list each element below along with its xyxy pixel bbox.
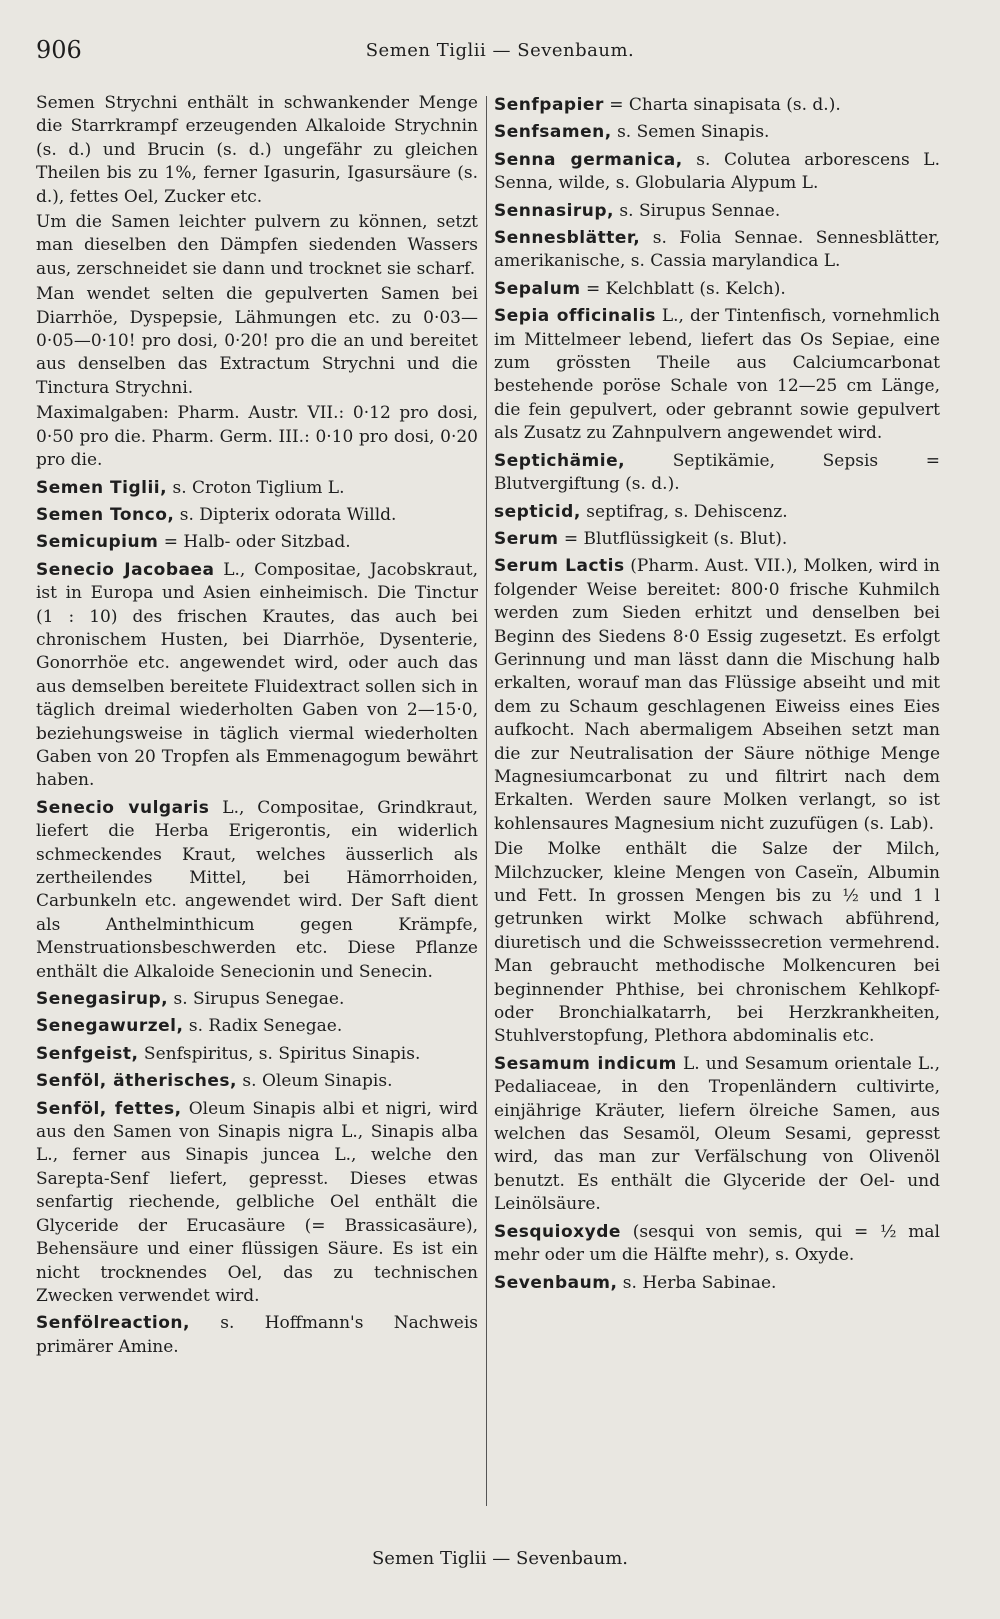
dictionary-entry: [36, 559, 478, 793]
entry-text: Die Molke enthält die Salze der Milch, Milchzucker, kleine Mengen von Caseïn, Albumin und Fett. In grossen Mengen bis zu ½ und 1 l getrunken wirkt Molke schwach abführend, diuretisch und die Schweisssecretion vermehrend. Man gebraucht methodische Molkencuren bei beginnender Phthise, bei chronischem Kehlkopf- oder Bronchialkatarrh, bei Herzkrankheiten, Stuhlverstopfung, Plethora abdominalis etc.: [494, 839, 940, 1047]
dictionary-entry: [494, 1272, 940, 1295]
entry-text: Senfspiritus, s. Spiritus Sinapis.: [138, 1043, 421, 1064]
page-number: 906: [36, 36, 82, 64]
page-header: [0, 36, 1000, 70]
entry-text: s. Oleum Sinapis.: [237, 1071, 393, 1092]
entry-text: s. Colutea arborescens L. Senna, wilde, s. Globularia Alypum L.: [494, 149, 940, 194]
entry-paragraph: [36, 211, 478, 281]
dictionary-entry: [494, 121, 940, 144]
dictionary-entry: [494, 305, 940, 445]
dictionary-entry: [494, 450, 940, 497]
dictionary-entry: [36, 1070, 478, 1093]
entry-text: Septikämie, Sepsis = Blutvergiftung (s. d.).: [494, 450, 940, 495]
dictionary-entry: [36, 477, 478, 500]
entry-term: Senfpapier: [494, 95, 604, 115]
dictionary-entry: [36, 504, 478, 527]
dictionary-entry: [494, 1221, 940, 1268]
running-head: Semen Tiglii — Sevenbaum.: [365, 40, 635, 61]
dictionary-entry: [36, 1312, 478, 1359]
entry-paragraph: [494, 838, 940, 1049]
entry-term: Sevenbaum,: [494, 1272, 618, 1293]
entry-term: Semen Tiglii,: [36, 477, 168, 498]
dictionary-entry: [36, 1043, 478, 1066]
right-column: [494, 94, 940, 1299]
entry-text: s. Sirupus Sennae.: [614, 200, 781, 221]
entry-text: s. Sirupus Senegae.: [168, 989, 345, 1010]
entry-text: s. Radix Senegae.: [183, 1016, 343, 1037]
entry-text: s. Dipterix odorata Willd.: [174, 504, 397, 525]
dictionary-entry: [494, 278, 940, 301]
entry-term: Senföl, fettes,: [36, 1098, 182, 1119]
entry-text: Um die Samen leichter pulvern zu können, setzt man dieselben den Dämpfen siedenden Wassers aus, zerschneidet sie dann und trocknet sie scharf.: [36, 212, 478, 279]
entry-text: = Halb- oder Sitzbad.: [158, 532, 351, 553]
dictionary-entry: [494, 94, 940, 117]
entry-term: Senegasirup,: [36, 989, 169, 1010]
entry-text: = Blutflüssigkeit (s. Blut).: [558, 528, 788, 549]
entry-term: Senna germanica,: [494, 149, 683, 170]
entry-text: s. Semen Sinapis.: [611, 122, 770, 143]
dictionary-entry: [494, 1053, 940, 1217]
entry-text: septifrag, s. Dehiscenz.: [580, 501, 788, 522]
entry-text: L., Compositae, Jacobskraut, ist in Europa und Asien einheimisch. Die Tinctur (1 : 10) des frischen Krautes, das auch bei chronischem Husten, bei Diarrhöe, Dysenterie, Gonorrhöe etc. angewendet wird, oder auch das aus demselben bereitete Fluidextract sollen sich in täglich dreimal wiederholten Gaben von 2—15·0, beziehungsweise in täglich viermal wiederholten Gaben von 20 Tropfen als Emmenagogum bewährt haben.: [36, 559, 478, 791]
entry-term: Serum Lactis: [494, 556, 625, 577]
dictionary-entry: [36, 1098, 478, 1309]
dictionary-entry: [494, 501, 940, 524]
entry-term: Semen Tonco,: [36, 504, 175, 525]
entry-term: Senfsamen,: [494, 122, 612, 143]
dictionary-entry: [36, 531, 478, 554]
entry-text: Maximalgaben: Pharm. Austr. VII.: 0·12 pro dosi, 0·50 pro die. Pharm. Germ. III.: 0·10 pro dosi, 0·20 pro die.: [36, 403, 478, 471]
entry-text: L. und Sesamum orientale L., Pedaliaceae, in den Tropenländern cultivirte, einjährige Kräuter, liefern ölreiche Samen, aus welchen das Sesamöl, Oleum Sesami, gepresst wird, das man zur Verfälschung von Olivenöl benutzt. Es enthält die Glyceride der Oel- und Leinölsäure.: [494, 1053, 940, 1215]
entry-term: Sennesblätter,: [494, 228, 641, 249]
entry-term: septicid,: [494, 501, 581, 522]
dictionary-entry: [494, 555, 940, 836]
entry-term: Senecio Jacobaea: [36, 559, 215, 580]
dictionary-entry: [36, 1015, 478, 1038]
entry-paragraph: [36, 402, 478, 472]
entry-text: Man wendet selten die gepulverten Samen bei Diarrhöe, Dyspepsie, Lähmungen etc. zu 0·03—0·05—0·10! pro dosi, 0·20! pro die an und bereitet aus denselben das Extractum Strychni und die Tinctura Strychni.: [36, 284, 478, 398]
entry-text: s. Croton Tiglium L.: [167, 477, 345, 498]
left-column: [36, 94, 478, 1363]
page-footer: Semen Tiglii — Sevenbaum.: [371, 1548, 629, 1569]
entry-paragraph: [36, 92, 478, 209]
entry-term: Sesamum indicum: [494, 1053, 677, 1074]
entry-text: L., der Tintenfisch, vornehmlich im Mittelmeer lebend, liefert das Os Sepiae, eine zum grössten Theile aus Calciumcarbonat bestehende poröse Schale von 12—25 cm Länge, die fein gepulvert, oder gebrannt sowie gepulvert als Zusatz zu Zahnpulvern angewendet wird.: [494, 306, 941, 444]
entry-term: Serum: [494, 528, 559, 549]
entry-paragraph: [36, 283, 478, 400]
dictionary-entry: [36, 988, 478, 1011]
entry-text: s. Folia Sennae. Sennesblätter, amerikanische, s. Cassia marylandica L.: [494, 228, 940, 272]
entry-term: Sepia officinalis: [494, 306, 656, 327]
entry-term: Sepalum: [494, 278, 581, 299]
entry-term: Senegawurzel,: [36, 1016, 184, 1037]
entry-text: = Charta sinapisata (s. d.).: [603, 95, 841, 115]
entry-text: s. Herba Sabinae.: [617, 1272, 777, 1293]
dictionary-entry: [494, 528, 940, 551]
entry-term: Semicupium: [36, 532, 159, 553]
entry-term: Senföl, ätherisches,: [36, 1071, 238, 1092]
entry-term: Sesquioxyde: [494, 1221, 621, 1242]
entry-term: Senecio vulgaris: [36, 797, 210, 818]
entry-term: Senfölreaction,: [36, 1313, 190, 1334]
entry-text: (Pharm. Aust. VII.), Molken, wird in folgender Weise bereitet: 800·0 frische Kuhmilch werden zum Sieden erhitzt und denselben bei Beginn des Siedens 8·0 Essig zugesetzt. Es erfolgt Gerinnung und man lässt dann die Mischung halb erkalten, worauf man das Flüssige abseiht und mit dem zu Schaum geschlagenen Eiweiss eines Eies aufkocht. Nach abermaligem Abseihen setzt man die zur Neutralisation der Säure nöthige Menge Magnesiumcarbonat zu und filtrirt nach dem Erkalten. Werden saure Molken verlangt, so ist kohlensaures Magnesium nicht zuzufügen (s. Lab).: [494, 556, 940, 834]
entry-text: Oleum Sinapis albi et nigri, wird aus den Samen von Sinapis nigra L., Sinapis alba L., ferner aus Sinapis juncea L., welche den Sarepta-Senf liefert, gepresst. Dieses etwas senfartig riechende, gelbliche Oel enthält die Glyceride der Erucasäure (= Brassicasäure), Behensäure und einer flüssigen Säure. Es ist ein nicht trocknendes Oel, das zu technischen Zwecken verwendet wird.: [36, 1098, 478, 1306]
entry-term: Senfgeist,: [36, 1043, 139, 1064]
dictionary-entry: [494, 200, 940, 223]
dictionary-entry: [494, 227, 940, 274]
entry-term: Septichämie,: [494, 450, 626, 471]
dictionary-entry: [494, 149, 940, 196]
entry-text: = Kelchblatt (s. Kelch).: [580, 278, 786, 299]
entry-term: Sennasirup,: [494, 200, 615, 221]
entry-text: s. Hoffmann's Nachweis primärer Amine.: [36, 1313, 478, 1357]
dictionary-entry: [36, 797, 478, 984]
entry-text: (sesqui von semis, qui = ½ mal mehr oder um die Hälfte mehr), s. Oxyde.: [494, 1221, 940, 1266]
entry-text: Semen Strychni enthält in schwankender Menge die Starrkrampf erzeugenden Alkaloide Strychnin (s. d.) und Brucin (s. d.) ungefähr zu gleichen Theilen bis zu 1%, ferner Igasurin, Igasursäure (s. d.), fettes Oel, Zucker etc.: [36, 93, 478, 207]
entry-text: L., Compositae, Grindkraut, liefert die Herba Erigerontis, ein widerlich schmeckendes Kraut, welches äusserlich als zertheilendes Mittel, bei Hämorrhoiden, Carbunkeln etc. angewendet wird. Der Saft dient als Anthelminthicum gegen Krämpfe, Menstruationsbeschwerden etc. Diese Pflanze enthält die Alkaloide Senecionin und Senecin.: [36, 797, 478, 982]
column-divider: [486, 96, 487, 1506]
